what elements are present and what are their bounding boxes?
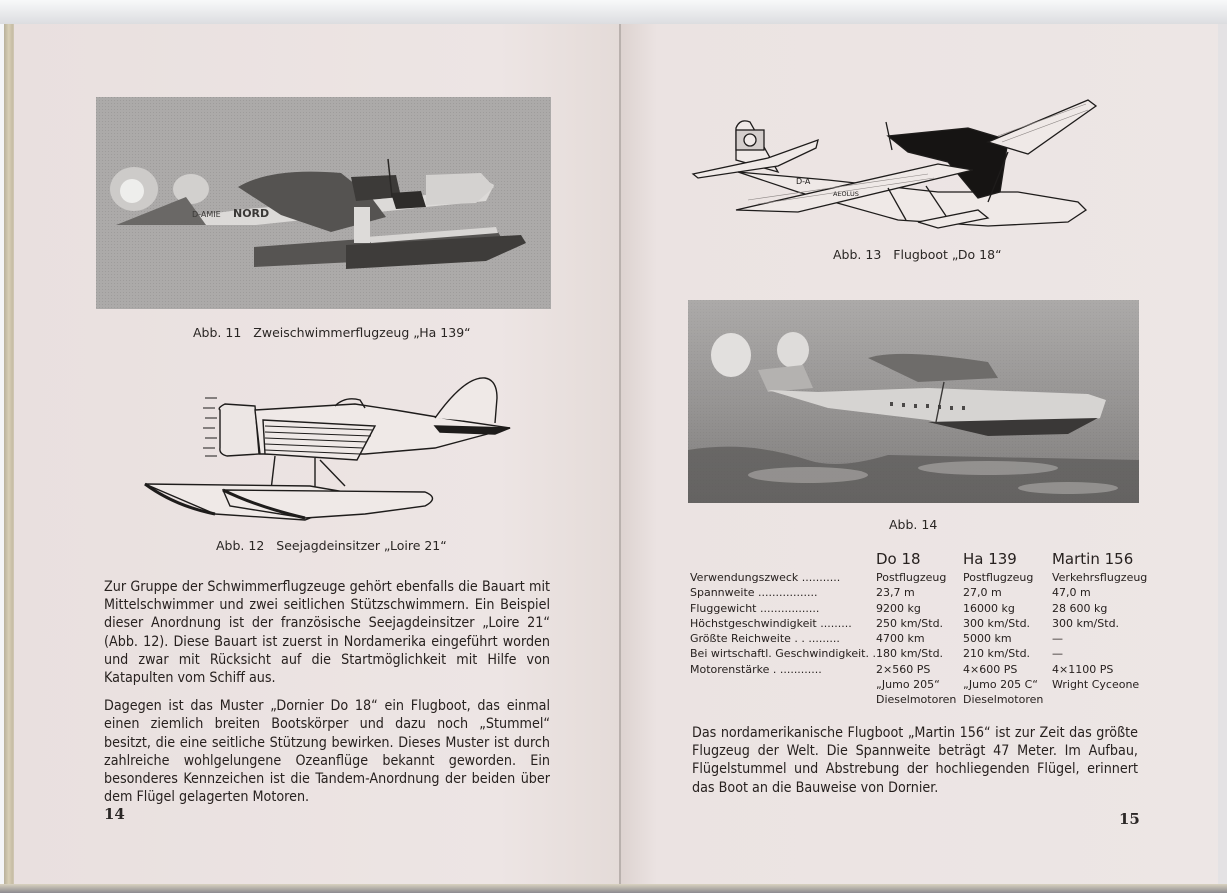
paragraph: Das nordamerikanische Flugboot „Martin 156“ ist zur Zeit das größte Flugzeug der Welt. Die Spannweite beträgt 47 Meter. Im Aufbau, Flügelstummel und Abstrebung der hochliegenden Flügel, erinnert das Boot an die Bauweise von Dornier. <box>692 725 1138 796</box>
spec-value: Dieselmotoren <box>962 693 1044 707</box>
spec-row <box>690 662 1152 677</box>
page-bottom-edge <box>0 884 1227 893</box>
scan-background-top <box>0 0 1227 24</box>
figure-number: Abb. 14 <box>889 517 938 532</box>
left-page-body <box>104 578 550 816</box>
spec-header-martin156: Martin 156 <box>1051 550 1134 568</box>
scan-background-right <box>1218 24 1227 884</box>
tail-insignia-roundel <box>120 179 144 203</box>
registration-marking: D-A <box>796 177 811 186</box>
spec-value: Postflugzeug <box>875 571 947 584</box>
spec-value: 210 km/Std. <box>962 647 1031 661</box>
spec-value: Postflugzeug <box>962 571 1034 584</box>
flying-boat-do18-illustration <box>688 92 1103 237</box>
spec-value: 28 600 kg <box>1051 601 1108 615</box>
right-page-body <box>692 724 1138 807</box>
spec-value: 2×560 PS <box>875 662 931 676</box>
spec-table-header <box>690 550 1152 570</box>
figure-title: Zweischwimmerflugzeug „Ha 139“ <box>253 325 471 340</box>
spec-row-label: Höchstgeschwindigkeit ......... <box>690 616 852 630</box>
figure-number: Abb. 11 <box>193 325 242 340</box>
figure-abb-14-photo <box>688 300 1139 503</box>
spec-row <box>690 601 1152 616</box>
spec-value: „Jumo 205“ <box>875 678 940 692</box>
spec-value: 5000 km <box>962 632 1012 646</box>
spec-value: 4×600 PS <box>962 662 1018 676</box>
spec-value: 4700 km <box>875 632 925 646</box>
figure-title: Flugboot „Do 18“ <box>893 247 1002 262</box>
spec-row <box>690 692 1152 707</box>
spec-row <box>690 570 1152 585</box>
figure-abb-12-drawing <box>135 368 520 523</box>
spec-value: 300 km/Std. <box>962 616 1031 630</box>
figure-title: Seejagdeinsitzer „Loire 21“ <box>276 538 447 553</box>
spec-value: 27,0 m <box>962 586 1002 600</box>
figure-abb-13-drawing <box>688 92 1103 237</box>
figure-abb-11-caption <box>193 325 471 340</box>
figure-abb-13-caption <box>833 247 1002 262</box>
spec-row-label: Motorenstärke . ............ <box>690 662 822 676</box>
spec-row <box>690 646 1152 661</box>
spec-value: 23,7 m <box>875 586 915 600</box>
figure-abb-14-caption <box>889 517 937 532</box>
spec-value: 4×1100 PS <box>1051 662 1114 676</box>
spec-header-label <box>690 550 876 570</box>
spec-row <box>690 616 1152 631</box>
figure-number: Abb. 13 <box>833 247 882 262</box>
seaplane-ha139-illustration <box>96 97 551 309</box>
spec-row <box>690 631 1152 646</box>
spec-value: Verkehrsflugzeug <box>1051 571 1148 584</box>
spec-header-do18: Do 18 <box>875 550 921 568</box>
spec-value: 47,0 m <box>1051 586 1091 600</box>
spec-value: 180 km/Std. <box>875 647 944 661</box>
spec-row-label: Verwendungszweck ........... <box>690 571 841 584</box>
svg-text:NORD: NORD <box>233 207 270 220</box>
spec-value: — <box>1051 632 1063 646</box>
page-number-left: 14 <box>104 805 125 823</box>
tail-insignia-roundel <box>744 134 756 146</box>
figure-abb-11-photo <box>96 97 551 309</box>
spec-value: 250 km/Std. <box>875 616 944 630</box>
figure-abb-12-caption <box>216 538 447 553</box>
spec-row-label: Bei wirtschaftl. Geschwindigkeit. . <box>690 647 876 661</box>
svg-text:D-AMIE: D-AMIE <box>192 210 221 219</box>
spec-value: — <box>1051 647 1063 661</box>
spec-row-label: Größte Reichweite . . ......... <box>690 632 840 646</box>
spec-row <box>690 585 1152 600</box>
spec-value: 300 km/Std. <box>1051 616 1120 630</box>
spec-value: 9200 kg <box>875 601 921 615</box>
spec-value: Dieselmotoren <box>875 693 957 707</box>
seaplane-loire21-illustration <box>135 368 520 523</box>
spec-row-label <box>690 692 876 707</box>
spec-value <box>1052 692 1152 707</box>
aircraft-spec-table <box>690 550 1152 708</box>
spec-value: „Jumo 205 C“ <box>962 678 1038 692</box>
hull-marking: AEOLUS <box>833 190 859 198</box>
spec-row-label <box>690 677 876 692</box>
spec-row-label: Fluggewicht ................. <box>690 601 820 615</box>
spec-row-label: Spannweite ................. <box>690 586 818 600</box>
figure-number: Abb. 12 <box>216 538 265 553</box>
spec-value: Wright Cyceone <box>1051 678 1140 692</box>
flying-boat-martin156-illustration <box>688 300 1139 503</box>
paragraph: Dagegen ist das Muster „Dornier Do 18“ ein Flugboot, das einmal einen ziemlich breiten Bootskörper und dazu noch „Stummel“ besitzt, die eine seitliche Stützung bewirken. Dieses Muster ist durch zahlreiche wohlgelungene Ozeanflüge bekannt geworden. Ein besonderes Kennzeichen ist die Tandem-Anordnung der beiden über dem Flügel gelagerten Motoren. <box>104 698 550 806</box>
spec-row <box>690 677 1152 692</box>
spec-header-ha139: Ha 139 <box>962 550 1017 568</box>
paragraph: Zur Gruppe der Schwimmerflugzeuge gehört ebenfalls die Bauart mit Mittelschwimmer und zwei seitlichen Stützschwimmern. Ein Beispiel dieser Anordnung ist der französische Seejagdeinsitzer „Loire 21“ (Abb. 12). Diese Bauart ist zuerst in Nordamerika eingeführt worden und zwar mit Rücksicht auf die Startmöglichkeit mit Hilfe von Katapulten vom Schiff aus. <box>104 579 550 687</box>
spec-value: 16000 kg <box>962 601 1015 615</box>
page-number-right: 15 <box>1119 810 1140 828</box>
